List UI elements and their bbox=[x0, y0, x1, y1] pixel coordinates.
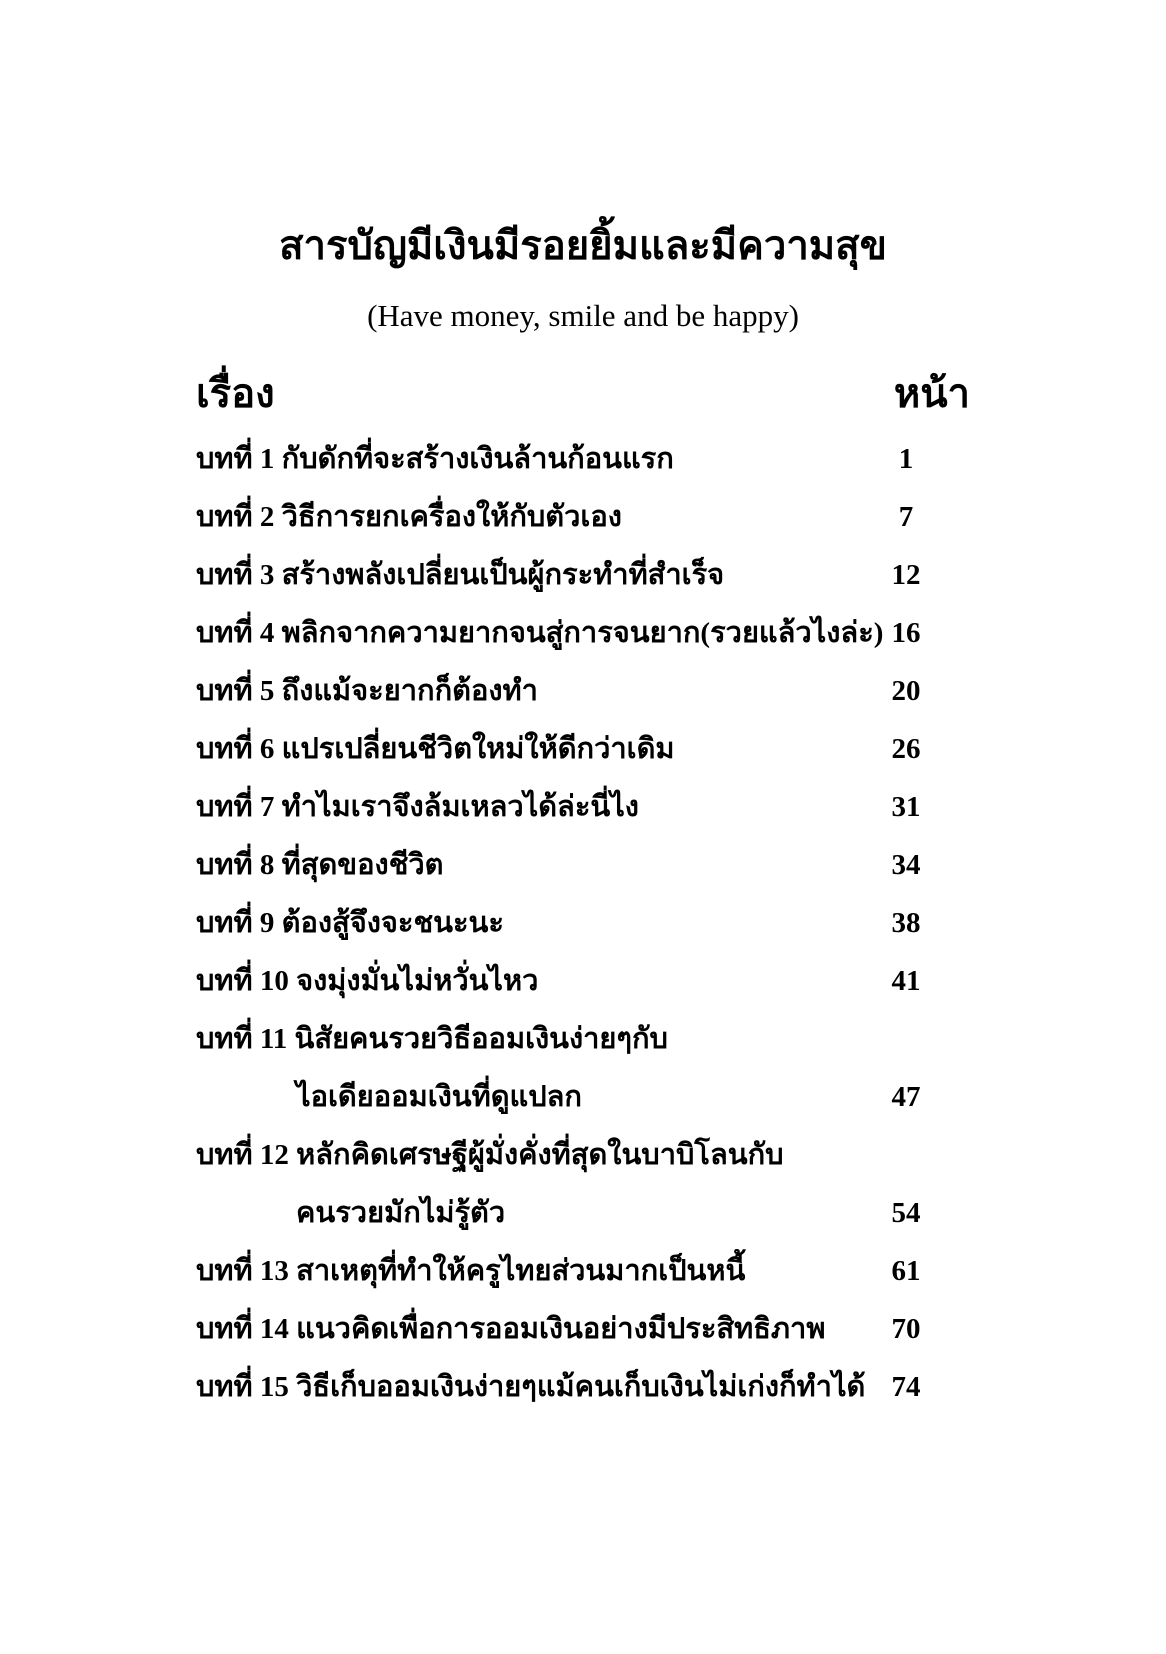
toc-entry-title: บทที่ 11 นิสัยคนรวยวิธีออมเงินง่ายๆกับ bbox=[196, 1023, 668, 1055]
toc-entry-title: บทที่ 2 วิธีการยกเครื่องให้กับตัวเอง bbox=[196, 501, 622, 533]
toc-page-heading: หน้า bbox=[893, 371, 970, 416]
toc-entry-page: 16 bbox=[891, 617, 921, 649]
toc-entry bbox=[196, 952, 976, 1010]
toc-entry bbox=[196, 1126, 976, 1184]
document-title: สารบัญมีเงินมีรอยยิ้มและมีความสุข bbox=[279, 223, 887, 268]
toc-entry-title: บทที่ 4 พลิกจากความยากจนสู่การจนยาก(รวยแล้วไงล่ะ) bbox=[196, 617, 884, 649]
toc-entry-page: 61 bbox=[891, 1255, 921, 1287]
toc-entry-page: 12 bbox=[891, 559, 921, 591]
toc-entry bbox=[196, 1010, 976, 1068]
toc-entry-page: 70 bbox=[891, 1313, 921, 1345]
toc-entry-title: คนรวยมักไม่รู้ตัว bbox=[296, 1197, 506, 1229]
toc-entry bbox=[196, 546, 976, 604]
toc-entry bbox=[196, 1300, 976, 1358]
toc-entry-page: 38 bbox=[891, 907, 921, 939]
toc-entry bbox=[196, 488, 976, 546]
toc-entry-page: 41 bbox=[891, 965, 921, 997]
document-subtitle: (Have money, smile and be happy) bbox=[367, 298, 799, 333]
toc-entry-title: บทที่ 9 ต้องสู้จึงจะชนะนะ bbox=[196, 907, 504, 939]
toc-entry bbox=[196, 662, 976, 720]
toc-topic-heading: เรื่อง bbox=[196, 371, 275, 416]
toc-entry-title: บทที่ 14 แนวคิดเพื่อการออมเงินอย่างมีประสิทธิภาพ bbox=[196, 1313, 826, 1345]
table-of-contents bbox=[196, 430, 976, 1416]
toc-entry-title: บทที่ 6 แปรเปลี่ยนชีวิตใหม่ให้ดีกว่าเดิม bbox=[196, 733, 675, 765]
toc-entry-title: บทที่ 15 วิธีเก็บออมเงินง่ายๆแม้คนเก็บเงินไม่เก่งก็ทำได้ bbox=[196, 1371, 866, 1403]
toc-entry-page: 7 bbox=[898, 501, 914, 533]
toc-entry-title: บทที่ 5 ถึงแม้จะยากก็ต้องทำ bbox=[196, 675, 538, 707]
toc-entry-title: บทที่ 13 สาเหตุที่ทำให้ครูไทยส่วนมากเป็นหนี้ bbox=[196, 1255, 746, 1287]
toc-entry bbox=[196, 720, 976, 778]
toc-entry-page: 74 bbox=[891, 1371, 921, 1403]
toc-entry bbox=[196, 430, 976, 488]
toc-entry-title: บทที่ 7 ทำไมเราจึงล้มเหลวได้ล่ะนี่ไง bbox=[196, 791, 639, 823]
toc-entry-title: บทที่ 10 จงมุ่งมั่นไม่หวั่นไหว bbox=[196, 965, 539, 997]
toc-entry-title: บทที่ 3 สร้างพลังเปลี่ยนเป็นผู้กระทำที่สำเร็จ bbox=[196, 559, 725, 591]
toc-entry-title: บทที่ 8 ที่สุดของชีวิต bbox=[196, 849, 444, 881]
toc-entry bbox=[196, 894, 976, 952]
toc-entry-page: 20 bbox=[891, 675, 921, 707]
toc-entry bbox=[196, 1358, 976, 1416]
toc-entry bbox=[196, 778, 976, 836]
toc-entry-page: 34 bbox=[891, 849, 921, 881]
toc-entry-continuation bbox=[196, 1184, 976, 1242]
toc-entry-page: 47 bbox=[891, 1081, 921, 1113]
toc-entry-continuation bbox=[196, 1068, 976, 1126]
toc-entry bbox=[196, 604, 976, 662]
toc-entry-page: 54 bbox=[891, 1197, 921, 1229]
toc-entry-title: ไอเดียออมเงินที่ดูแปลก bbox=[296, 1081, 582, 1113]
toc-entry bbox=[196, 836, 976, 894]
toc-entry-page: 26 bbox=[891, 733, 921, 765]
toc-entry-page: 31 bbox=[891, 791, 921, 823]
toc-entry-title: บทที่ 12 หลักคิดเศรษฐีผู้มั่งคั่งที่สุดในบาบิโลนกับ bbox=[196, 1139, 784, 1171]
toc-entry-page: 1 bbox=[898, 443, 914, 475]
toc-entry-title: บทที่ 1 กับดักที่จะสร้างเงินล้านก้อนแรก bbox=[196, 443, 674, 475]
toc-entry bbox=[196, 1242, 976, 1300]
